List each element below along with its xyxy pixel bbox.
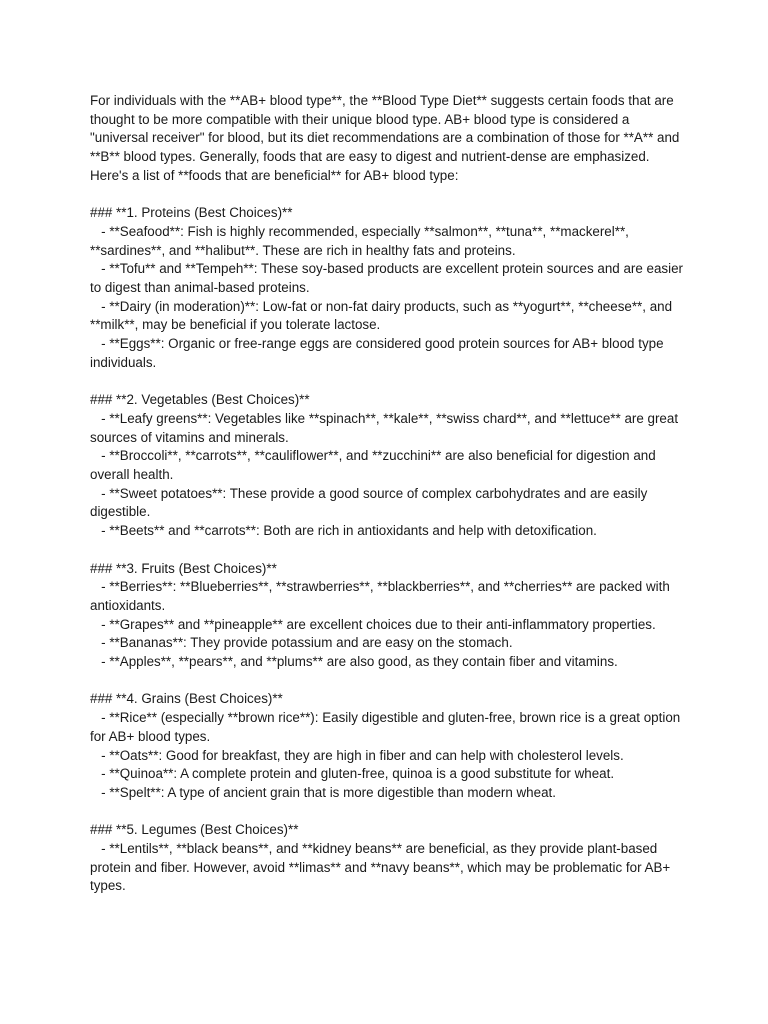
list-item: - **Spelt**: A type of ancient grain that is more digestible than modern wheat. (90, 784, 556, 800)
blank-line (90, 803, 690, 822)
blank-line (90, 373, 690, 392)
list-item: - **Lentils**, **black beans**, and **kidney beans** are beneficial, as they provide plant-based protein and fiber. However, avoid **limas** and **navy beans**, which may be problematic for AB+ types. (90, 841, 674, 894)
intro-paragraph: For individuals with the **AB+ blood type**, the **Blood Type Diet** suggests certain foods that are thought to be more compatible with their unique blood type. AB+ blood type is considered a "universal receiver" for blood, but its diet recommendations are a combination of those for **A** and **B** blood types. Generally, foods that are easy to digest and nutrient-dense are emphasized. Here's a list of **foods that are beneficial** for AB+ blood type: (90, 93, 680, 183)
list-item: - **Quinoa**: A complete protein and gluten-free, quinoa is a good substitute for wheat. (90, 766, 615, 782)
section-grains (90, 690, 690, 802)
list-item: - **Seafood**: Fish is highly recommended, especially **salmon**, **tuna**, **mackerel**, **sardines**, and **halibut**. These are rich in healthy fats and proteins. (90, 223, 633, 258)
section-fruits (90, 560, 690, 672)
list-item: - **Berries**: **Blueberries**, **strawberries**, **blackberries**, and **cherries** are packed with antioxidants. (90, 579, 674, 613)
section-heading: ### **3. Fruits (Best Choices)** (90, 560, 277, 576)
section-heading: ### **5. Legumes (Best Choices)** (90, 822, 299, 838)
blank-line (90, 672, 690, 691)
list-item: - **Apples**, **pears**, and **plums** are also good, as they contain fiber and vitamins. (90, 654, 618, 670)
section-heading: ### **4. Grains (Best Choices)** (90, 691, 283, 707)
section-proteins (90, 204, 690, 372)
document-body (90, 92, 690, 896)
list-item: - **Leafy greens**: Vegetables like **spinach**, **kale**, **swiss chard**, and **lettuce** are great sources of vitamins and minerals. (90, 410, 682, 445)
list-item: - **Oats**: Good for breakfast, they are high in fiber and can help with cholesterol levels. (90, 747, 624, 763)
blank-line (90, 186, 690, 205)
list-item: - **Sweet potatoes**: These provide a good source of complex carbohydrates and are easily digestible. (90, 485, 652, 520)
section-heading: ### **2. Vegetables (Best Choices)** (90, 392, 310, 408)
list-item: - **Beets** and **carrots**: Both are rich in antioxidants and help with detoxification. (90, 523, 597, 539)
list-item: - **Eggs**: Organic or free-range eggs are considered good protein sources for AB+ blood type individuals. (90, 336, 668, 370)
list-item: - **Broccoli**, **carrots**, **cauliflower**, and **zucchini** are also beneficial for digestion and overall health. (90, 448, 660, 483)
list-item: - **Tofu** and **Tempeh**: These soy-based products are excellent protein sources and are easier to digest than animal-based proteins. (90, 261, 687, 296)
blank-line (90, 541, 690, 560)
list-item: - **Bananas**: They provide potassium and are easy on the stomach. (90, 635, 513, 651)
list-item: - **Grapes** and **pineapple** are excellent choices due to their anti-inflammatory properties. (90, 616, 656, 632)
section-legumes (90, 821, 690, 896)
list-item: - **Dairy (in moderation)**: Low-fat or non-fat dairy products, such as **yogurt**, **cheese**, and **milk**, may be beneficial if you tolerate lactose. (90, 298, 676, 333)
section-heading: ### **1. Proteins (Best Choices)** (90, 205, 293, 221)
list-item: - **Rice** (especially **brown rice**): Easily digestible and gluten-free, brown rice is a great option for AB+ blood types. (90, 710, 684, 744)
section-vegetables (90, 391, 690, 541)
